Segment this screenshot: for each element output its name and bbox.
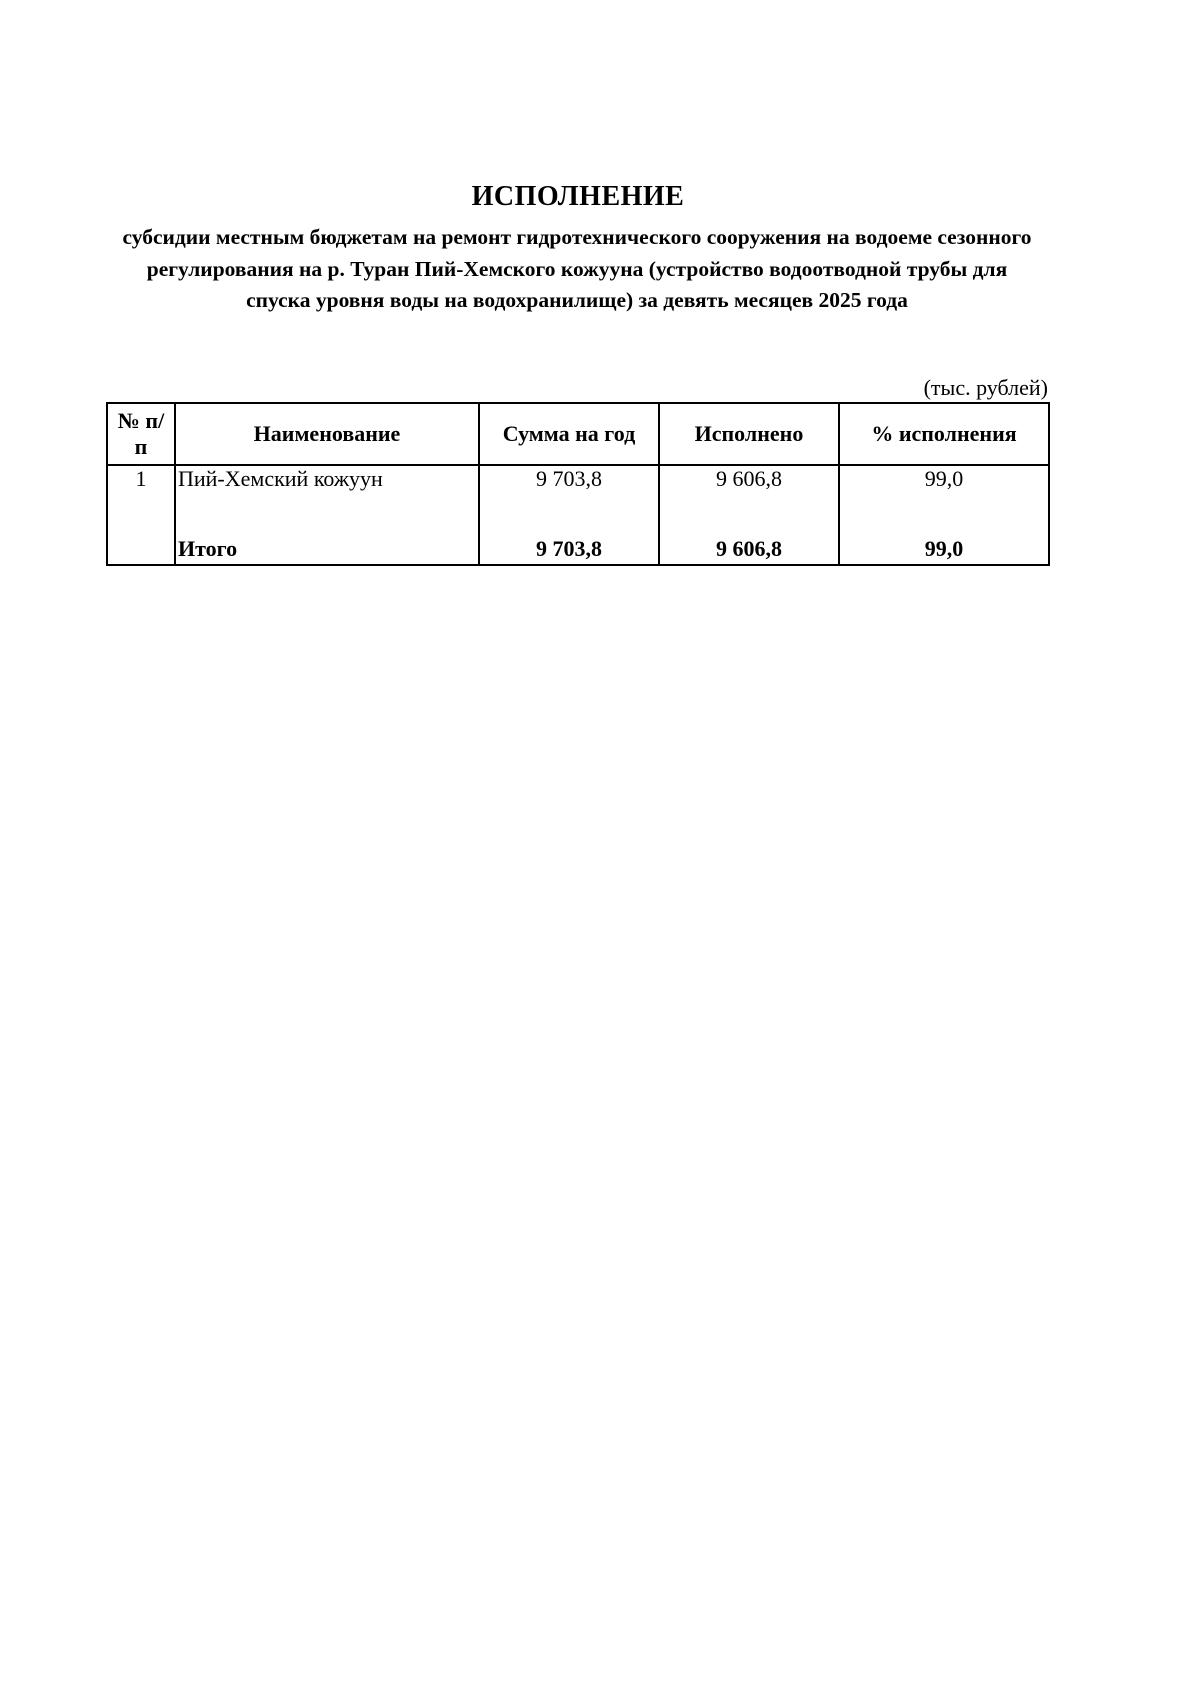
page-title: ИСПОЛНЕНИЕ bbox=[471, 181, 685, 212]
table-header-row bbox=[107, 403, 1049, 465]
total-executed: 9 606,8 bbox=[659, 530, 839, 565]
header-executed: Исполнено bbox=[659, 403, 839, 465]
total-name: Итого bbox=[175, 530, 479, 565]
header-annual-sum: Сумма на год bbox=[479, 403, 659, 465]
row-executed: 9 606,8 bbox=[659, 465, 839, 500]
header-percent: % исполнения bbox=[839, 403, 1049, 465]
units-label: (тыс. рублей) bbox=[923, 375, 1048, 400]
report-table bbox=[106, 402, 1050, 566]
header-name: Наименование bbox=[175, 403, 479, 465]
row-number: 1 bbox=[107, 465, 175, 500]
table-row bbox=[107, 465, 1049, 500]
row-name: Пий-Хемский кожуун bbox=[175, 465, 479, 500]
row-percent: 99,0 bbox=[839, 465, 1049, 500]
total-annual-sum: 9 703,8 bbox=[479, 530, 659, 565]
row-annual-sum: 9 703,8 bbox=[479, 465, 659, 500]
total-number bbox=[107, 530, 175, 565]
table-spacer-row bbox=[107, 500, 1049, 530]
table-total-row bbox=[107, 530, 1049, 565]
header-number: № п/п bbox=[107, 403, 175, 465]
total-percent: 99,0 bbox=[839, 530, 1049, 565]
page-subtitle: субсидии местным бюджетам на ремонт гидротехнического сооружения на водоеме сезонного регулирования на р. Туран Пий-Хемского кожууна (устройство водоотводной трубы для спуска уровня воды на водохранилище) за девять месяцев 2025 года bbox=[122, 225, 1032, 312]
